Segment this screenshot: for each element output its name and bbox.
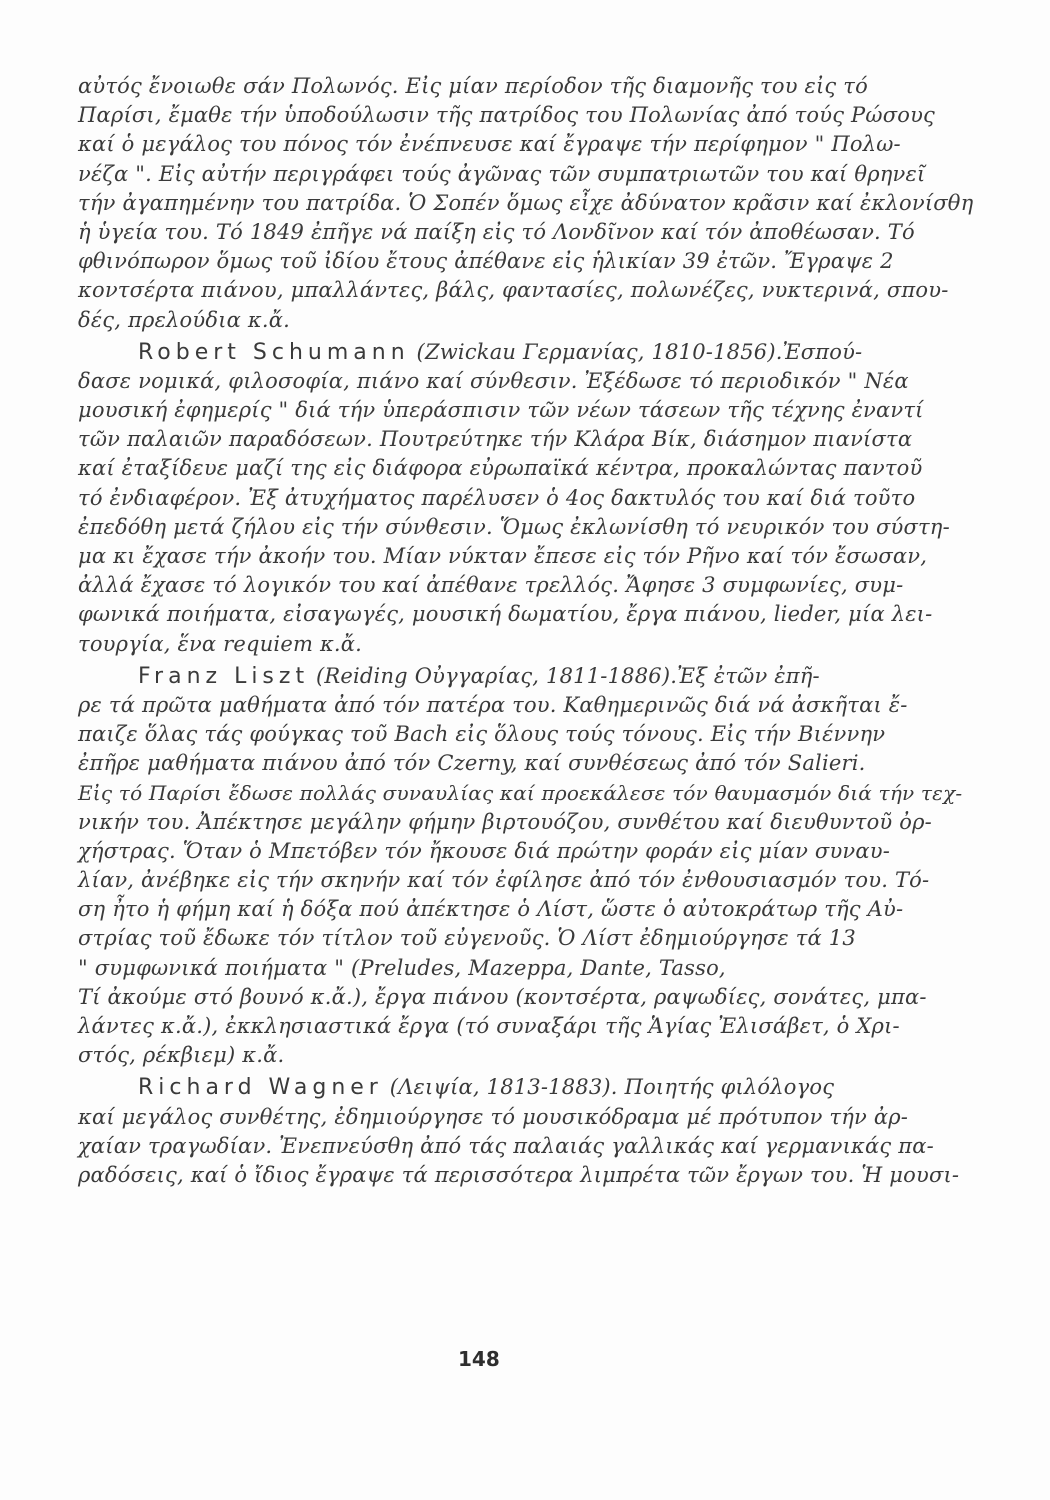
text-line: Ἐσπού- (782, 339, 863, 364)
composer-heading-schumann (78, 338, 958, 367)
text-line: Ποιητής φιλόλογος (624, 1075, 835, 1100)
text-line: τουργία, ἕνα requiem κ.ἄ. (78, 631, 363, 656)
text-line: λάντες κ.ἄ.), ἐκκλησιαστικά ἔργα (τό συναξάρι τῆς Ἁγίας Ἐλισάβετ, ὁ Χρι- (78, 1014, 900, 1038)
text-line: καί ὁ μεγάλος του πόνος τόν ἐνέπνευσε καί ἔγραψε τήν περίφημον " Πολω- (78, 132, 901, 157)
text-line: φθινόπωρον ὅμως τοῦ ἰδίου ἔτους ἀπέθανε εἰς ἡλικίαν 39 ἐτῶν. Ἔγραψε 2 (78, 249, 894, 274)
text-line: ραδόσεις, καί ὁ ἴδιος ἔγραψε τά περισσότερα λιμπρέτα τῶν ἔργων του. Ἡ μουσι- (78, 1162, 960, 1187)
text-line: φωνικά ποιήματα, εἰσαγωγές, μουσική δωματίου, ἔργα πιάνου, lieder, μία λει- (78, 602, 933, 627)
text-line: Εἰς τό Παρίσι ἔδωσε πολλάς συναυλίας καί προεκάλεσε τόν θαυμασμόν διά τήν τεχ- (78, 780, 963, 805)
text-line: δασε νομικά, φιλοσοφία, πιάνο καί σύνθεσιν. Ἐξέδωσε τό περιοδικόν " Νέα (78, 368, 909, 393)
text-line: στρίας τοῦ ἔδωκε τόν τίτλον τοῦ εὐγενοῦς. Ὁ Λίστ ἐδημιούργησε τά 13 (78, 926, 856, 951)
text-line: καί μεγάλος συνθέτης, ἐδημιούργησε τό μουσικόδραμα μέ πρότυπον τήν ἀρ- (78, 1104, 909, 1129)
text-line: ἐπῆρε μαθήματα πιάνου ἀπό τόν Czerny, καί συνθέσεως ἀπό τόν Salieri. (78, 751, 866, 776)
text-line: αὐτός ἔνοιωθε σάν Πολωνός. Εἰς μίαν περίοδον τῆς διαμονῆς του εἰς τό (78, 74, 868, 98)
text-line: μα κι ἔχασε τήν ἀκοήν του. Μίαν νύκταν ἔπεσε εἰς τόν Ρῆνο καί τόν ἔσωσαν, (78, 544, 928, 568)
text-line: καί ἐταξίδευε μαζί της εἰς διάφορα εὐρωπαϊκά κέντρα, προκαλώντας παντοῦ (78, 456, 923, 481)
composer-info: (Zwickau Γερμανίας, 1810-1856). (409, 339, 783, 364)
composer-name: Franz Liszt (138, 663, 310, 689)
text-line: λίαν, ἀνέβηκε εἰς τήν σκηνήν καί τόν ἐφίλησε ἀπό τόν ἐνθουσιασμόν του. Τό- (78, 868, 930, 893)
handwritten-text-body (78, 72, 974, 1190)
text-line: ρε τά πρῶτα μαθήματα ἀπό τόν πατέρα του. Καθημερινῶς διά νά ἀσκῆται ἔ- (78, 692, 908, 717)
text-line: ἡ ὑγεία του. Τό 1849 ἐπῆγε νά παίξη εἰς τό Λονδῖνον καί τόν ἀποθέωσαν. Τό (78, 219, 915, 244)
text-line: τό ἐνδιαφέρον. Ἐξ ἀτυχήματος παρέλυσεν ὁ 4ος δακτυλός του καί διά τοῦτο (78, 485, 916, 510)
text-line: χαίαν τραγωδίαν. Ἐνεπνεύσθη ἀπό τάς παλαιάς γαλλικάς καί γερμανικάς πα- (78, 1133, 934, 1158)
text-line: χήστρας. Ὅταν ὁ Μπετόβεν τόν ἤκουσε διά πρώτην φοράν εἰς μίαν συναυ- (78, 838, 891, 863)
text-line: Παρίσι, ἔμαθε τήν ὑποδούλωσιν τῆς πατρίδος του Πολωνίας ἀπό τούς Ρώσους (78, 103, 935, 128)
composer-heading-liszt (78, 662, 958, 691)
composer-name: Robert Schumann (138, 339, 410, 365)
text-line: κοντσέρτα πιάνου, μπαλλάντες, βάλς, φαντασίες, πολωνέζες, νυκτερινά, σπου- (78, 278, 949, 303)
text-line: " συμφωνικά ποιήματα " (Preludes, Mazeppa, Dante, Tasso, (78, 955, 726, 980)
text-line: Τί ἀκούμε στό βουνό κ.ἄ.), ἔργα πιάνου (κοντσέρτα, ραψωδίες, σονάτες, μπα- (78, 984, 927, 1009)
page-number: 148 (458, 1347, 500, 1371)
text-line: Ἐξ ἐτῶν ἐπῆ- (677, 663, 820, 688)
text-line: νικήν του. Ἀπέκτησε μεγάλην φήμην βιρτουόζου, συνθέτου καί διευθυντοῦ ὀρ- (78, 809, 932, 834)
composer-name: Richard Wagner (138, 1075, 383, 1101)
text-line: στός, ρέκβιεμ) κ.ἄ. (78, 1043, 285, 1068)
text-line: ἀλλά ἔχασε τό λογικόν του καί ἀπέθανε τρελλός. Ἄφησε 3 συμφωνίες, συμ- (78, 573, 904, 598)
composer-info: (Reiding Οὐγγαρίας, 1811-1886). (309, 663, 678, 688)
text-line: τήν ἀγαπημένην του πατρίδα. Ὁ Σοπέν ὅμως εἶχε ἀδύνατον κρᾶσιν καί ἐκλονίσθη (78, 190, 974, 215)
text-line: μουσική ἐφημερίς " διά τήν ὑπεράσπισιν τῶν νέων τάσεων τῆς τέχνης ἐναντί (78, 398, 924, 423)
text-line: δές, πρελούδια κ.ἄ. (78, 307, 290, 332)
text-line: παιζε ὅλας τάς φούγκας τοῦ Bach εἰς ὅλους τούς τόνους. Εἰς τήν Βιέννην (78, 722, 886, 747)
composer-info: (Λειψία, 1813-1883). (382, 1075, 625, 1100)
text-line: νέζα ". Εἰς αὐτήν περιγράφει τούς ἀγῶνας τῶν συμπατριωτῶν του καί θρηνεῖ (78, 161, 926, 186)
text-line: ση ἦτο ἡ φήμη καί ἡ δόξα πού ἀπέκτησε ὁ Λίστ, ὥστε ὁ αὐτοκράτωρ τῆς Αὐ- (78, 897, 904, 922)
composer-heading-wagner (78, 1073, 958, 1102)
text-line: τῶν παλαιῶν παραδόσεων. Πουτρεύτηκε τήν Κλάρα Βίκ, διάσημον πιανίστα (78, 427, 913, 452)
text-line: ἐπεδόθη μετά ζήλου εἰς τήν σύνθεσιν. Ὅμως ἐκλωνίσθη τό νευρικόν του σύστη- (78, 514, 950, 539)
